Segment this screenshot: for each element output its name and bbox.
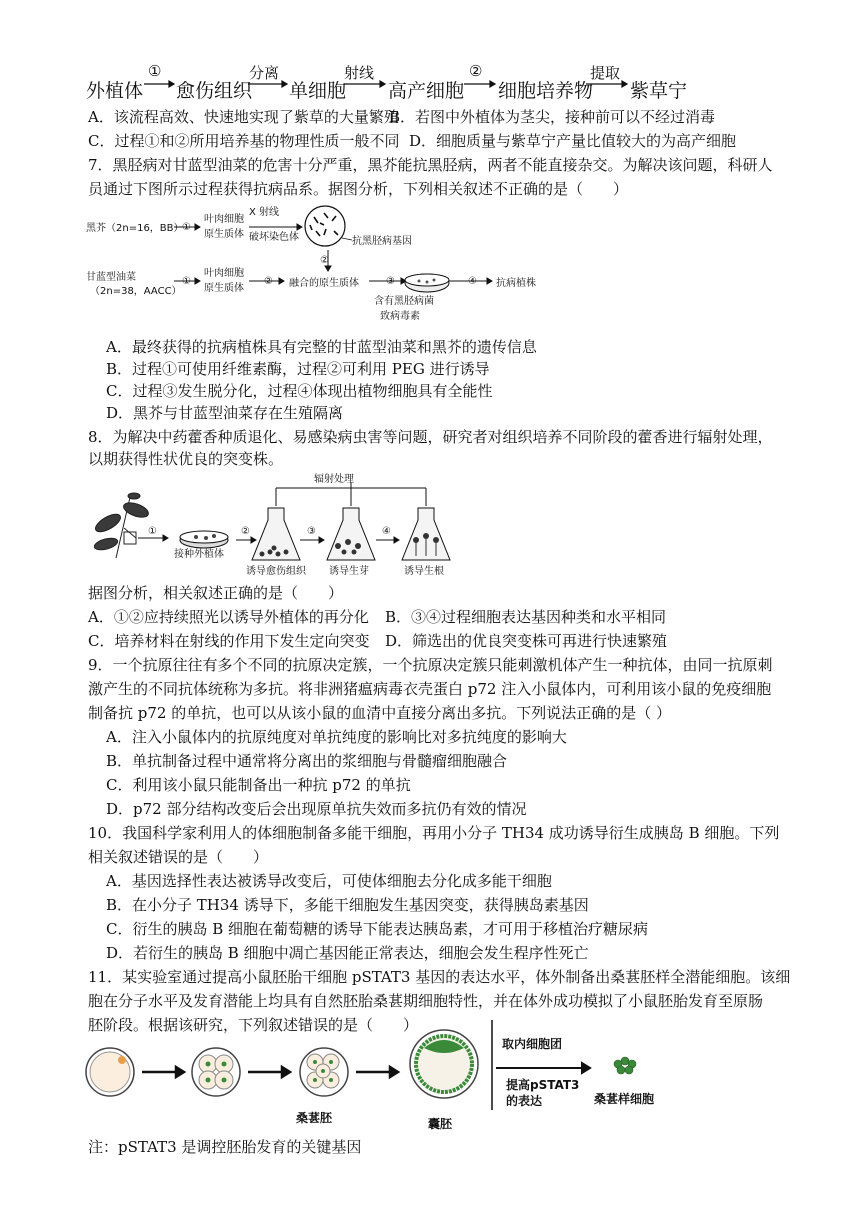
q8-option-a: A．①②应持续照光以诱导外植体的再分化	[88, 608, 369, 626]
q8-flasks	[252, 508, 450, 560]
q8-stem-line3: 据图分析，相关叙述正确的是（ ）	[88, 584, 344, 602]
q7-label-toxin-1: 含有黑胫病菌	[374, 296, 434, 307]
q9-option-c: C．利用该小鼠只能制备出一种抗 p72 的单抗	[106, 776, 411, 794]
q8-option-d: D．筛选出的优良突变株可再进行快速繁殖	[385, 632, 668, 650]
q10-stem-line1: 10．我国科学家利用人的体细胞制备多能干细胞，再用小分子 TH34 成功诱导衍生成胰岛 B 细胞。下列	[88, 824, 780, 842]
q6-option-c: C．过程①和②所用培养基的物理性质一般不同	[88, 132, 400, 150]
q8-step4: ④	[382, 526, 391, 537]
q7-label-youcai-2: （2n=38，AACC）	[90, 286, 182, 297]
q7-label-ye2b: 原生质体	[204, 283, 244, 294]
flow-arrow-label-5: 提取	[590, 64, 621, 82]
q7-step1-bottom: ①	[182, 276, 191, 287]
q11-stem-line2: 胞在分子水平及发育潜能上均具有自然胚胎桑葚期细胞特性，并在体外成功模拟了小鼠胚胎发育至原肠	[88, 992, 764, 1010]
q9-option-a: A．注入小鼠体内的抗原纯度对单抗纯度的影响比对多抗纯度的影响大	[106, 728, 567, 746]
q6-option-b: B．若图中外植体为茎尖，接种前可以不经过消毒	[389, 108, 716, 126]
flow-node-culture: 细胞培养物	[498, 80, 594, 102]
q10-option-a: A．基因选择性表达被诱导改变后，可使体细胞去分化成多能干细胞	[106, 872, 552, 890]
q7-label-fused: 融合的原生质体	[289, 278, 359, 289]
q7-label-toxin-2: 致病毒素	[380, 311, 420, 322]
q11-label-take-icm: 取内细胞团	[502, 1037, 563, 1051]
q8-label-root: 诱导生根	[404, 566, 444, 577]
q9-option-d: D．p72 部分结构改变后会出现原单抗失效而多抗仍有效的情况	[106, 800, 527, 818]
flow-arrow-label-2: 分离	[249, 64, 280, 82]
q9-stem-line3: 制备抗 p72 的单抗，也可以从该小鼠的血清中直接分离出多抗。下列说法正确的是（ ）	[88, 704, 671, 722]
q11-label-raise-1: 提高pSTAT3	[506, 1078, 580, 1092]
q7-label-heijie: 黑芥（2n=16，BB）	[86, 223, 184, 234]
q7-option-a: A．最终获得的抗病植株具有完整的甘蓝型油菜和黑芥的遗传信息	[106, 338, 537, 356]
q11-embryo-diagram	[84, 1018, 684, 1130]
q8-option-c: C．培养材料在射线的作用下发生定向突变	[88, 632, 370, 650]
q7-step2-vertical: ②	[320, 255, 329, 266]
q8-step2: ②	[241, 526, 250, 537]
q11-morula-like-cells	[614, 1057, 636, 1074]
q7-label-broken: 破坏染色体	[249, 232, 299, 243]
q11-label-morula: 桑葚胚	[296, 1111, 333, 1125]
q8-stem-line1: 8．为解决中药藿香种质退化、易感染病虫害等问题，研究者对组织培养不同阶段的藿香进行辐射处理，	[88, 428, 773, 446]
q7-option-c: C．过程③发生脱分化，过程④体现出植物细胞具有全能性	[106, 382, 493, 400]
q7-step1-top: ①	[182, 222, 191, 233]
q11-arrows	[142, 1067, 398, 1077]
q11-zygote	[86, 1048, 134, 1096]
flow-arrows	[86, 66, 686, 106]
q11-stem-line3: 胚阶段。根据该研究，下列叙述错误的是（ ）	[88, 1016, 419, 1034]
flow-arrow-label-3: 射线	[344, 64, 375, 82]
q7-stem-line1: 7．黑胫病对甘蓝型油菜的危害十分严重，黑芥能抗黑胫病，两者不能直接杂交。为解决该问题，科研人	[88, 156, 773, 174]
q8-label-inoculate: 接种外植体	[174, 549, 224, 560]
q7-fusion-diagram	[84, 203, 584, 333]
q10-stem-line2: 相关叙述错误的是（ ）	[88, 848, 269, 866]
flow-arrow-label-4: ②	[469, 62, 483, 80]
flow-arrow-label-1: ①	[148, 62, 162, 80]
q7-label-plant: 抗病植株	[496, 278, 536, 289]
q11-label-result: 桑葚样细胞	[594, 1092, 655, 1106]
q7-option-d: D．黑芥与甘蓝型油菜存在生殖隔离	[106, 404, 344, 422]
q11-label-blastocyst: 囊胚	[428, 1117, 453, 1130]
q9-stem-line1: 9．一个抗原往往有多个不同的抗原决定簇，一个抗原决定簇只能刺激机体产生一种抗体，由同一抗原刺	[88, 656, 773, 674]
q11-blastocyst	[410, 1030, 478, 1098]
q7-stem-line2: 员通过下图所示过程获得抗病品系。据图分析，下列相关叙述不正确的是（ ）	[88, 180, 629, 198]
flow-node-high-yield-cell: 高产细胞	[388, 80, 465, 102]
q7-step4: ④	[468, 276, 477, 287]
flow-node-shikonin: 紫草宁	[630, 80, 688, 102]
q7-label-ye1a: 叶肉细胞	[204, 214, 244, 225]
q7-label-ye1b: 原生质体	[204, 229, 244, 240]
q11-stem-line1: 11．某实验室通过提高小鼠胚胎干细胞 pSTAT3 基因的表达水平，体外制备出桑葚胚样全潜能细胞。该细	[88, 968, 791, 986]
q8-tissue-culture-diagram	[86, 468, 456, 580]
q7-label-ye2a: 叶肉细胞	[204, 268, 244, 279]
q10-option-d: D．若衍生的胰岛 B 细胞中凋亡基因能正常表达，细胞会发生程序性死亡	[106, 944, 589, 962]
q6-option-a: A．该流程高效、快速地实现了紫草的大量繁殖	[88, 108, 399, 126]
q8-option-b: B．③④过程细胞表达基因种类和水平相同	[385, 608, 667, 626]
flow-node-callus: 愈伤组织	[176, 80, 253, 102]
q8-step3: ③	[307, 526, 316, 537]
q9-stem-line2: 激产生的不同抗体统称为多抗。将非洲猪瘟病毒衣壳蛋白 p72 注入小鼠体内，可利用该小鼠的免疫细胞	[88, 680, 772, 698]
q7-step3: ③	[386, 276, 395, 287]
q8-label-radiation: 辐射处理	[314, 474, 354, 485]
q8-plant-drawing	[93, 493, 150, 558]
q7-label-xray: X 射线	[249, 207, 280, 218]
flow-node-explant: 外植体	[86, 80, 144, 102]
q8-stem-line2: 以期获得性状优良的突变株。	[88, 450, 284, 468]
q7-label-youcai-1: 甘蓝型油菜	[86, 272, 136, 283]
q8-label-bud: 诱导生芽	[329, 566, 369, 577]
q11-note: 注：pSTAT3 是调控胚胎发育的关键基因	[88, 1138, 362, 1156]
q11-morula	[300, 1048, 348, 1096]
q11-four-cell	[192, 1048, 240, 1096]
q9-option-b: B．单抗制备过程中通常将分离出的浆细胞与骨髓瘤细胞融合	[106, 752, 508, 770]
q10-option-c: C．衍生的胰岛 B 细胞在葡萄糖的诱导下能表达胰岛素，才可用于移植治疗糖尿病	[106, 920, 649, 938]
q7-step2: ②	[264, 276, 273, 287]
q10-option-b: B．在小分子 TH34 诱导下，多能干细胞发生基因突变，获得胰岛素基因	[106, 896, 589, 914]
flow-node-single-cell: 单细胞	[289, 80, 347, 102]
q6-option-d: D．细胞质量与紫草宁产量比值较大的为高产细胞	[409, 132, 737, 150]
q8-label-callus: 诱导愈伤组织	[246, 566, 306, 577]
q11-label-raise-2: 的表达	[506, 1094, 543, 1108]
q8-step1: ①	[148, 526, 157, 537]
q7-option-b: B．过程①可使用纤维素酶，过程②可利用 PEG 进行诱导	[106, 360, 490, 378]
q7-label-gene: 抗黑胫病基因	[352, 236, 412, 247]
